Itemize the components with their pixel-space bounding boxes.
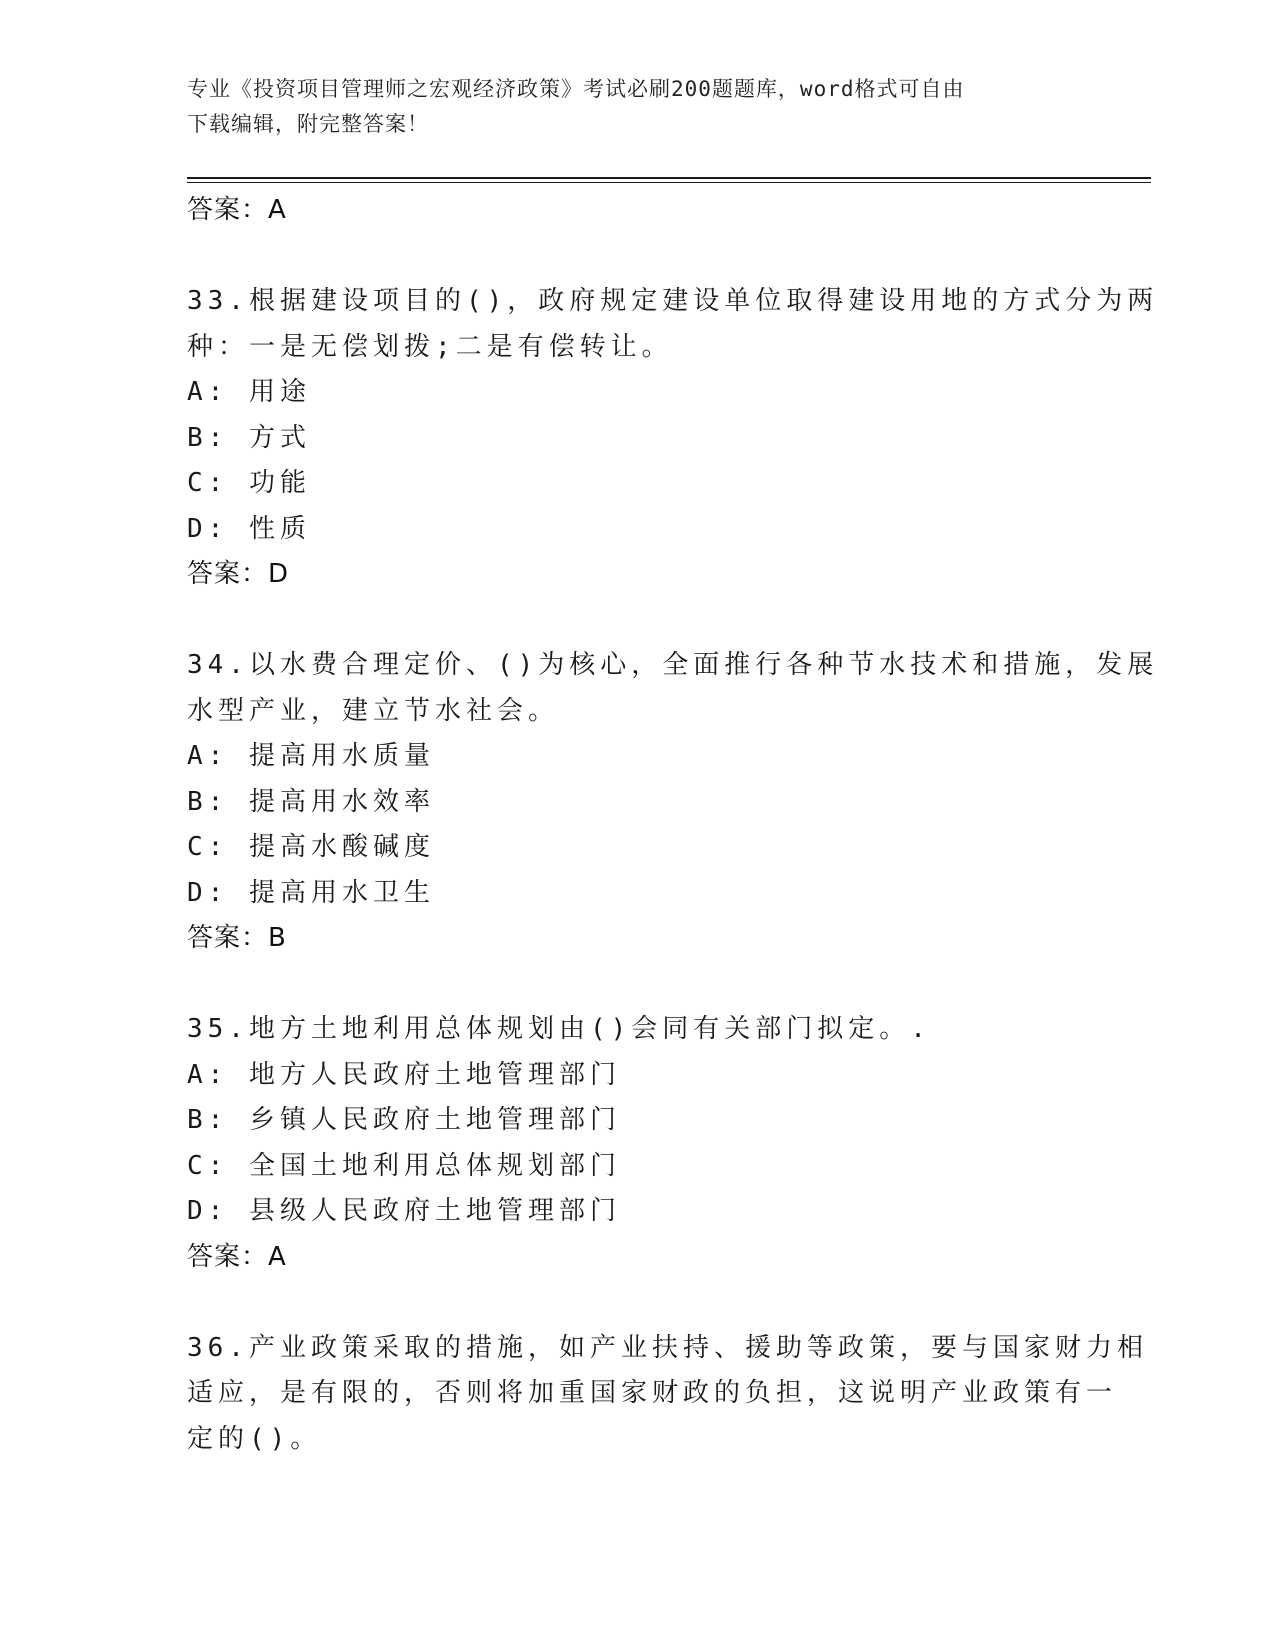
option-c: C: 提高水酸碱度 xyxy=(187,832,435,862)
question-list xyxy=(187,188,1159,1462)
spacer xyxy=(187,962,1087,1008)
question-stem: 36.产业政策采取的措施，如产业扶持、援助等政策，要与国家财力相 xyxy=(187,1332,1148,1363)
option-d: D: 县级人民政府土地管理部门 xyxy=(187,1196,621,1226)
question-block xyxy=(187,279,1159,598)
header-line-1: 专业《投资项目管理师之宏观经济政策》考试必刷200题题库，word格式可自由 xyxy=(187,77,965,101)
question-stem: 定的()。 xyxy=(187,1423,322,1454)
header-divider-thin xyxy=(187,182,1151,183)
question-block xyxy=(187,643,1159,962)
option-d: D: 性质 xyxy=(187,513,311,544)
option-c: C: 功能 xyxy=(187,468,311,498)
spacer xyxy=(187,234,1087,280)
spacer xyxy=(187,598,1087,644)
document-header xyxy=(187,72,1067,142)
option-c: C: 全国土地利用总体规划部门 xyxy=(187,1150,621,1181)
previous-answer: 答案：A xyxy=(187,195,287,225)
question-stem: 35.地方土地利用总体规划由()会同有关部门拟定。. xyxy=(187,1014,931,1044)
option-a: A: 地方人民政府土地管理部门 xyxy=(187,1059,621,1090)
option-b: B: 乡镇人民政府土地管理部门 xyxy=(187,1105,621,1135)
question-block xyxy=(187,1007,1087,1280)
option-d: D: 提高用水卫生 xyxy=(187,877,435,908)
option-a: A: 提高用水质量 xyxy=(187,741,435,771)
answer-line: 答案：B xyxy=(187,923,287,953)
option-a: A: 用途 xyxy=(187,377,311,407)
question-stem: 34.以水费合理定价、()为核心，全面推行各种节水技术和措施，发展 xyxy=(187,650,1159,680)
question-stem: 水型产业，建立节水社会。 xyxy=(187,695,560,726)
option-b: B: 提高用水效率 xyxy=(187,786,435,817)
question-stem: 33.根据建设项目的()，政府规定建设单位取得建设用地的方式分为两 xyxy=(187,286,1159,316)
header-line-2: 下载编辑，附完整答案！ xyxy=(187,112,429,136)
question-stem: 种：一是无偿划拨;二是有偿转让。 xyxy=(187,331,673,362)
option-b: B: 方式 xyxy=(187,422,311,453)
answer-line: 答案：A xyxy=(187,1241,287,1272)
question-stem: 适应，是有限的，否则将加重国家财政的负担，这说明产业政策有一 xyxy=(187,1378,1118,1408)
answer-line: 答案：D xyxy=(187,559,290,589)
spacer xyxy=(187,1280,1087,1326)
question-block xyxy=(187,1326,1148,1463)
header-divider-thick xyxy=(187,177,1151,179)
